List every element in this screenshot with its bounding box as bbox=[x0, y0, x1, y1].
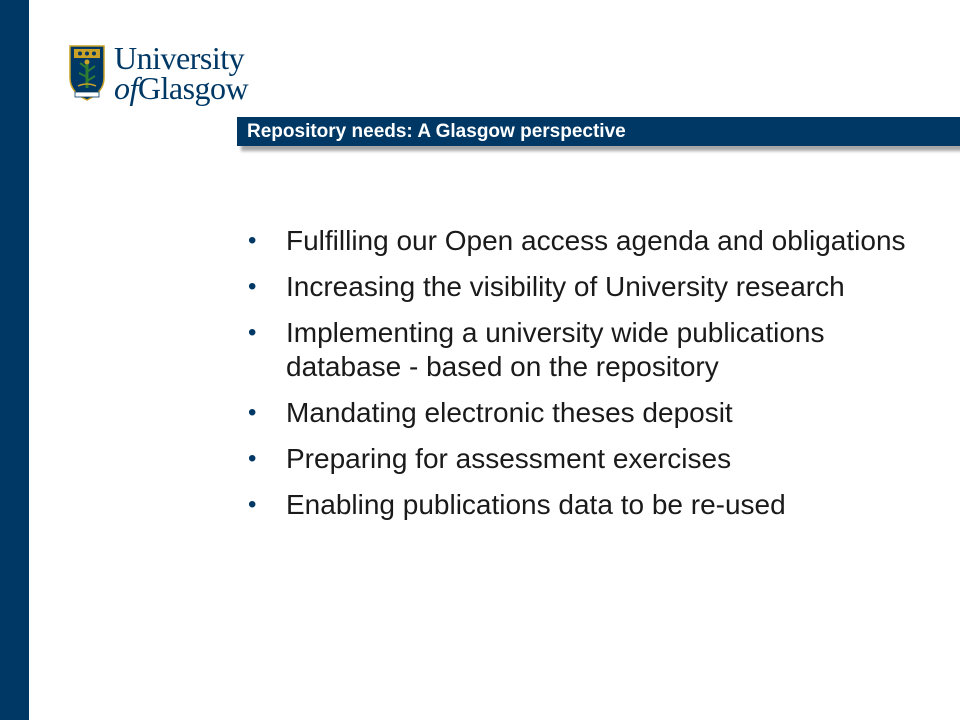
wordmark-of-glasgow bbox=[114, 70, 249, 106]
bullet-dot-icon: • bbox=[248, 445, 257, 472]
wordmark-of: of bbox=[114, 70, 138, 106]
bullet-text: Increasing the visibility of University research bbox=[286, 271, 845, 302]
bullet-dot-icon: • bbox=[248, 491, 257, 518]
university-crest-icon bbox=[68, 44, 106, 102]
bullet-item bbox=[248, 442, 928, 476]
wordmark-glasgow: Glasgow bbox=[137, 70, 249, 106]
wordmark-university: University bbox=[114, 40, 245, 76]
left-sidebar-bar bbox=[0, 0, 29, 720]
bullet-item bbox=[248, 316, 928, 384]
bullet-dot-icon: • bbox=[248, 399, 257, 426]
university-wordmark bbox=[114, 40, 249, 106]
bullet-text: Mandating electronic theses deposit bbox=[286, 397, 733, 428]
bullet-dot-icon: • bbox=[248, 227, 257, 254]
bullet-item bbox=[248, 488, 928, 522]
bullet-text: Enabling publications data to be re-used bbox=[286, 489, 786, 520]
bullet-item bbox=[248, 270, 928, 304]
bullet-list bbox=[248, 224, 928, 534]
slide-title: Repository needs: A Glasgow perspective bbox=[247, 121, 626, 142]
bullet-text: Implementing a university wide publications database - based on the repository bbox=[286, 317, 825, 382]
slide-title-bar bbox=[237, 117, 960, 146]
bullet-item bbox=[248, 396, 928, 430]
university-logo bbox=[68, 40, 249, 106]
bullet-dot-icon: • bbox=[248, 273, 257, 300]
bullet-dot-icon: • bbox=[248, 319, 257, 346]
bullet-text: Preparing for assessment exercises bbox=[286, 443, 732, 474]
bullet-item bbox=[248, 224, 928, 258]
bullet-text: Fulfilling our Open access agenda and obligations bbox=[286, 225, 906, 256]
